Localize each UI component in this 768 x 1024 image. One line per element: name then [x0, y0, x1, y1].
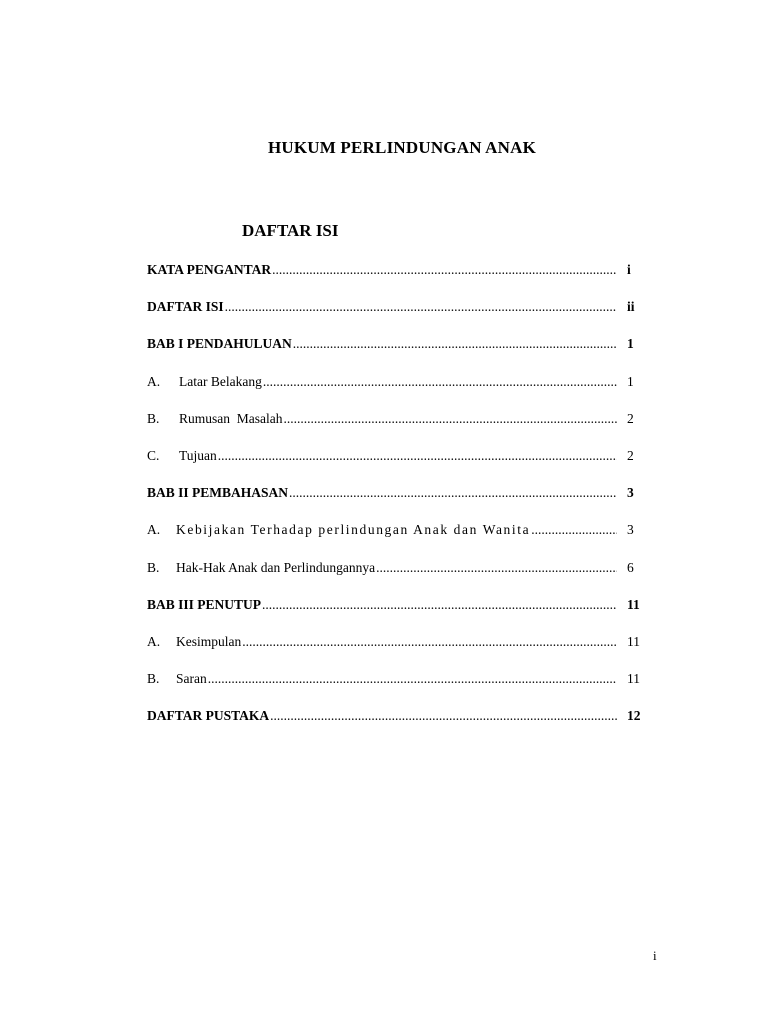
toc-dot-leader	[293, 336, 617, 352]
toc-entry-letter: B.	[147, 671, 160, 687]
toc-entry-text: Hak-Hak Anak dan Perlindungannya	[176, 559, 376, 575]
document-title: HUKUM PERLINDUNGAN ANAK	[267, 138, 537, 157]
toc-entry-page: 3	[627, 485, 634, 501]
toc-dot-leader	[208, 671, 617, 687]
toc-entry-letter: B.	[147, 559, 160, 575]
toc-entry-text: Rumusan Masalah	[179, 410, 283, 426]
toc-heading: DAFTAR ISI	[242, 221, 339, 240]
toc-entry-bab-2[interactable]	[147, 485, 647, 522]
toc-dot-leader	[218, 448, 617, 464]
toc-dot-leader	[242, 634, 617, 650]
toc-entry-letter: A.	[147, 373, 161, 389]
toc-dot-leader	[272, 262, 617, 278]
toc-entry-page: 11	[627, 633, 640, 649]
toc-dot-leader	[262, 597, 617, 613]
toc-entry-text: Latar Belakang	[179, 373, 262, 389]
toc-entry-page: 2	[627, 447, 634, 463]
toc-entry-text: Kebijakan Terhadap perlindungan Anak dan Wanita	[176, 522, 531, 538]
toc-entry-text: KATA PENGANTAR	[147, 262, 272, 277]
toc-entry-kata-pengantar[interactable]	[147, 262, 647, 299]
page-number: i	[653, 948, 657, 963]
toc-entry-page: 2	[627, 410, 634, 426]
toc-entry-kebijakan[interactable]	[147, 522, 647, 559]
toc-entry-text: DAFTAR PUSTAKA	[147, 708, 270, 724]
toc-dot-leader	[270, 708, 617, 724]
toc-entry-tujuan[interactable]	[147, 448, 647, 485]
toc-entry-rumusan-masalah[interactable]	[147, 411, 647, 448]
toc-entry-page: 11	[627, 596, 640, 612]
toc-entry-text: BAB I PENDAHULUAN	[147, 336, 292, 352]
toc-dot-leader	[376, 560, 617, 576]
toc-entry-letter: A.	[147, 633, 161, 649]
toc-entry-page: 3	[627, 522, 634, 538]
toc-entry-kesimpulan[interactable]	[147, 634, 647, 671]
toc-entry-text: Tujuan	[179, 447, 217, 463]
toc-entry-text: BAB II PEMBAHASAN	[147, 485, 289, 501]
toc-entry-letter: B.	[147, 410, 160, 426]
toc-entry-text: BAB III PENUTUP	[147, 596, 262, 612]
toc-entry-hak-hak-anak[interactable]	[147, 560, 647, 597]
toc-entry-page: 11	[627, 671, 640, 687]
toc-entry-saran[interactable]	[147, 671, 647, 708]
toc-entry-letter: C.	[147, 447, 160, 463]
toc-entry-bab-1[interactable]	[147, 336, 647, 373]
toc-entry-text: Saran	[176, 671, 207, 687]
toc-entry-daftar-isi[interactable]	[147, 299, 647, 336]
table-of-contents	[147, 262, 647, 745]
toc-entry-text: Kesimpulan	[176, 633, 242, 649]
toc-entry-bab-3[interactable]	[147, 597, 647, 634]
toc-entry-text: DAFTAR ISI	[147, 299, 224, 315]
toc-entry-page: 12	[627, 708, 641, 724]
toc-entry-page: 6	[627, 559, 634, 575]
toc-entry-page: ii	[627, 299, 635, 315]
toc-dot-leader	[289, 485, 617, 501]
toc-entry-letter: A.	[147, 522, 161, 538]
toc-entry-daftar-pustaka[interactable]	[147, 708, 647, 745]
toc-dot-leader	[284, 411, 618, 427]
toc-entry-latar-belakang[interactable]	[147, 374, 647, 411]
toc-dot-leader	[225, 299, 617, 315]
toc-entry-page: 1	[627, 336, 634, 352]
toc-entry-page: i	[627, 262, 631, 277]
toc-dot-leader	[531, 522, 617, 538]
toc-entry-page: 1	[627, 373, 634, 389]
toc-dot-leader	[263, 374, 617, 390]
